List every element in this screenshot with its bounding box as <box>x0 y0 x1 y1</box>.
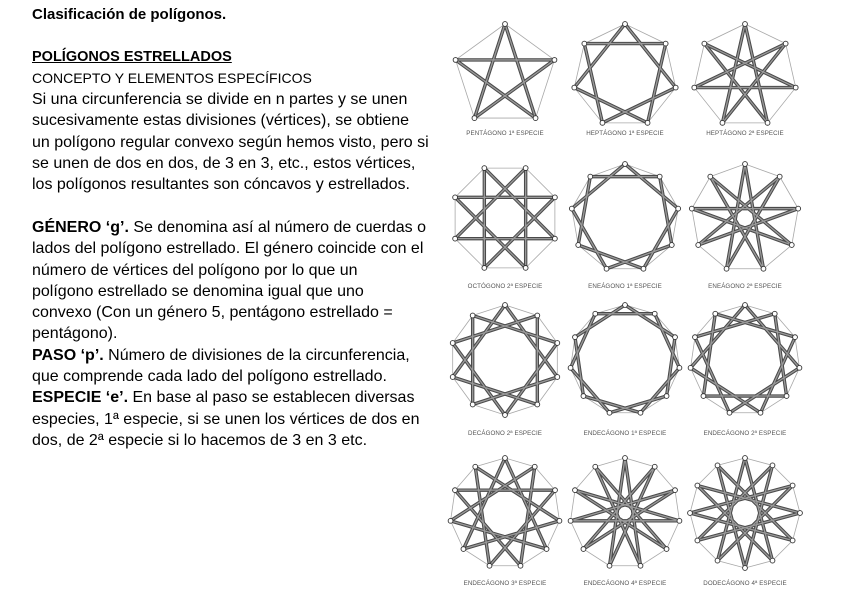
star-chords-highlight <box>456 24 555 118</box>
convex-polygon-outline <box>571 458 680 566</box>
vertex-dot <box>600 120 605 125</box>
vertex-dot <box>552 195 557 200</box>
genero-text: Se denomina así al número de cuerdas o <box>133 218 426 236</box>
intro-line: sucesivamente estas divisiones (vértices), se obtiene <box>32 112 410 130</box>
figure-label: DODECÁGONO 4ª ESPECIE <box>703 580 787 587</box>
vertex-dot <box>581 547 586 552</box>
vertex-dot <box>535 313 540 318</box>
figure-label: OCTÓGONO 2ª ESPECIE <box>467 283 543 290</box>
vertex-dot <box>770 558 775 563</box>
vertex-dot <box>576 243 581 248</box>
genero-paragraph-line <box>32 217 436 238</box>
vertex-dot <box>555 341 560 346</box>
vertex-dot <box>784 394 789 399</box>
vertex-dot <box>582 41 587 46</box>
vertex-dot <box>555 375 560 380</box>
vertex-dot <box>677 518 682 523</box>
section-subheading: CONCEPTO Y ELEMENTOS ESPECÍFICOS <box>32 69 312 86</box>
figure-label: PENTÁGONO 1ª ESPECIE <box>466 130 544 137</box>
star-chords <box>694 24 795 123</box>
vertex-dot <box>790 483 795 488</box>
vertex-dot <box>743 456 748 461</box>
vertex-dot <box>607 410 612 415</box>
figure-marks <box>453 166 558 271</box>
vertex-dot <box>568 518 573 523</box>
vertex-dot <box>663 41 668 46</box>
vertex-dot <box>557 518 562 523</box>
vertex-dot <box>673 335 678 340</box>
vertex-dot <box>503 22 508 27</box>
genero-paragraph-line: pentágono). <box>32 325 118 343</box>
genero-paragraph-line: lados del polígono estrellado. El género coincide con el <box>32 240 424 258</box>
star-chords-highlight <box>455 168 555 268</box>
especie-paragraph-line <box>32 387 436 408</box>
vertex-dot <box>552 58 557 63</box>
star-figure-hendecagon-1 <box>568 303 682 437</box>
star-figure-dodecagon-4 <box>688 456 803 587</box>
vertex-dot <box>607 563 612 568</box>
star-figure-octagon-2 <box>453 166 558 290</box>
star-chords-highlight <box>571 305 680 413</box>
genero-paragraph-line: convexo (Con un género 5, pentágono estrellado = <box>32 304 393 322</box>
vertex-dot <box>638 410 643 415</box>
blank-line <box>32 196 436 217</box>
figure-marks <box>572 22 678 126</box>
vertex-dot <box>482 166 487 171</box>
convex-polygon-outline <box>692 164 798 269</box>
vertex-dot <box>664 547 669 552</box>
vertex-dot <box>688 511 693 516</box>
vertex-dot <box>689 206 694 211</box>
vertex-dot <box>772 311 777 316</box>
vertex-dot <box>448 518 453 523</box>
vertex-dot <box>623 456 628 461</box>
star-figure-enneagon-2 <box>689 162 800 290</box>
vertex-dot <box>544 547 549 552</box>
vertex-dot <box>715 463 720 468</box>
text-column <box>32 4 436 451</box>
vertex-dot <box>715 558 720 563</box>
page-title: Clasificación de polígonos. <box>32 6 227 23</box>
vertex-dot <box>523 166 528 171</box>
figure-marks <box>569 162 680 272</box>
vertex-dot <box>693 335 698 340</box>
convex-polygon-outline <box>453 305 558 415</box>
paso-text: Número de divisiones de la circunferencia, <box>108 346 410 364</box>
figure-label: ENEÁGONO 1ª ESPECIE <box>588 283 662 290</box>
vertex-dot <box>793 85 798 90</box>
figure-marks <box>448 456 562 569</box>
vertex-dot <box>623 22 628 27</box>
vertex-dot <box>482 265 487 270</box>
star-figure-heptagon-1 <box>572 22 678 137</box>
vertex-dot <box>701 394 706 399</box>
star-chords-highlight <box>690 458 800 568</box>
vertex-dot <box>518 563 523 568</box>
star-polygon-grid <box>440 0 848 599</box>
vertex-dot <box>765 120 770 125</box>
vertex-dot <box>593 311 598 316</box>
figure-label: HEPTÁGONO 2ª ESPECIE <box>706 130 784 137</box>
vertex-dot <box>453 488 458 493</box>
convex-polygon-outline <box>455 168 555 268</box>
especie-term: ESPECIE ‘e’. <box>32 389 129 407</box>
figure-marks <box>568 456 682 569</box>
especie-paragraph-line: especies, 1ª especie, si se unen los vértices de dos en <box>32 410 420 428</box>
vertex-dot <box>623 162 628 167</box>
vertex-dot <box>573 488 578 493</box>
figure-label: ENEÁGONO 2ª ESPECIE <box>708 283 782 290</box>
vertex-dot <box>743 566 748 571</box>
vertex-dot <box>743 303 748 308</box>
vertex-dot <box>453 58 458 63</box>
figure-marks <box>568 303 682 416</box>
vertex-dot <box>533 116 538 121</box>
vertex-dot <box>688 365 693 370</box>
vertex-dot <box>676 206 681 211</box>
vertex-dot <box>652 311 657 316</box>
vertex-dot <box>523 265 528 270</box>
star-figure-heptagon-2 <box>692 22 798 137</box>
vertex-dot <box>641 266 646 271</box>
figure-marks <box>453 22 557 121</box>
vertex-dot <box>470 402 475 407</box>
section-heading: POLÍGONOS ESTRELLADOS <box>32 48 232 65</box>
star-chords <box>451 458 560 566</box>
star-figure-pentagon-1 <box>453 22 557 137</box>
vertex-dot <box>695 538 700 543</box>
vertex-dot <box>503 456 508 461</box>
blank-line <box>32 25 436 46</box>
figure-marks <box>450 303 559 418</box>
figure-label: ENDECÁGONO 1ª ESPECIE <box>583 430 667 437</box>
vertex-dot <box>470 313 475 318</box>
star-figure-hendecagon-2 <box>688 303 802 437</box>
vertex-dot <box>692 85 697 90</box>
vertex-dot <box>472 116 477 121</box>
vertex-dot <box>758 410 763 415</box>
figure-marks <box>692 22 798 126</box>
intro-line: los polígonos resultantes son cóncavos y estrellados. <box>32 176 410 194</box>
genero-paragraph-line: polígono estrellado se denomina igual que uno <box>32 282 364 300</box>
paso-term: PASO ‘p’. <box>32 346 104 364</box>
intro-line: un polígono regular convexo según hemos visto, pero si <box>32 133 429 151</box>
vertex-dot <box>796 206 801 211</box>
figure-label: DECÁGONO 2ª ESPECIE <box>468 430 542 437</box>
vertex-dot <box>798 511 803 516</box>
intro-line: Si una circunferencia se divide en n partes y se unen <box>32 91 408 109</box>
vertex-dot <box>673 488 678 493</box>
vertex-dot <box>461 547 466 552</box>
star-figure-hendecagon-4 <box>568 456 682 587</box>
star-figure-hendecagon-3 <box>448 456 562 587</box>
figure-marks <box>688 456 803 571</box>
vertex-dot <box>568 365 573 370</box>
vertex-dot <box>783 41 788 46</box>
vertex-dot <box>573 335 578 340</box>
figure-marks <box>688 303 802 416</box>
star-chords <box>455 168 555 268</box>
especie-text: En base al paso se establecen diversas <box>132 389 415 407</box>
vertex-dot <box>503 303 508 308</box>
convex-polygon-outline <box>694 24 795 123</box>
vertex-dot <box>713 311 718 316</box>
vertex-dot <box>708 174 713 179</box>
vertex-dot <box>453 195 458 200</box>
vertex-dot <box>532 464 537 469</box>
vertex-dot <box>645 120 650 125</box>
vertex-dot <box>761 266 766 271</box>
vertex-dot <box>503 413 508 418</box>
vertex-dot <box>487 563 492 568</box>
figure-label: ENDECÁGONO 4ª ESPECIE <box>583 580 667 587</box>
figure-marks <box>689 162 800 272</box>
vertex-dot <box>727 410 732 415</box>
vertex-dot <box>572 85 577 90</box>
vertex-dot <box>604 266 609 271</box>
figure-label: ENDECÁGONO 2ª ESPECIE <box>703 430 787 437</box>
vertex-dot <box>473 464 478 469</box>
vertex-dot <box>793 335 798 340</box>
figure-label: HEPTÁGONO 1ª ESPECIE <box>586 130 664 137</box>
vertex-dot <box>789 243 794 248</box>
star-figure-decagon-2 <box>450 303 559 437</box>
vertex-dot <box>593 464 598 469</box>
vertex-dot <box>581 394 586 399</box>
figure-label: ENDECÁGONO 3ª ESPECIE <box>463 580 547 587</box>
vertex-dot <box>652 464 657 469</box>
vertex-dot <box>569 206 574 211</box>
especie-paragraph-line: dos, de 2ª especie si lo hacemos de 3 en 3 etc. <box>32 431 368 449</box>
vertex-dot <box>743 22 748 27</box>
intro-line: se unen de dos en dos, de 3 en 3, etc., estos vértices, <box>32 155 416 173</box>
star-chords <box>690 458 800 568</box>
genero-term: GÉNERO ‘g’. <box>32 218 129 236</box>
vertex-dot <box>777 174 782 179</box>
vertex-dot <box>743 162 748 167</box>
vertex-dot <box>623 303 628 308</box>
paso-paragraph-line <box>32 345 436 366</box>
vertex-dot <box>724 266 729 271</box>
star-chords-highlight <box>694 24 795 123</box>
vertex-dot <box>453 236 458 241</box>
paso-paragraph-line: que comprende cada lado del polígono estrellado. <box>32 368 387 386</box>
vertex-dot <box>695 483 700 488</box>
vertex-dot <box>720 120 725 125</box>
vertex-dot <box>588 174 593 179</box>
vertex-dot <box>673 85 678 90</box>
convex-polygon-outline <box>690 458 800 568</box>
star-figure-enneagon-1 <box>569 162 680 290</box>
vertex-dot <box>797 365 802 370</box>
vertex-dot <box>535 402 540 407</box>
star-chords-highlight <box>571 458 680 566</box>
vertex-dot <box>790 538 795 543</box>
vertex-dot <box>450 341 455 346</box>
star-chords <box>574 24 675 123</box>
vertex-dot <box>677 365 682 370</box>
vertex-dot <box>669 243 674 248</box>
vertex-dot <box>664 394 669 399</box>
vertex-dot <box>657 174 662 179</box>
vertex-dot <box>552 236 557 241</box>
genero-paragraph-line: número de vértices del polígono por lo que un <box>32 261 358 279</box>
vertex-dot <box>553 488 558 493</box>
convex-polygon-outline <box>572 164 678 269</box>
vertex-dot <box>638 563 643 568</box>
vertex-dot <box>696 243 701 248</box>
vertex-dot <box>450 375 455 380</box>
vertex-dot <box>770 463 775 468</box>
star-chords <box>571 458 680 566</box>
vertex-dot <box>702 41 707 46</box>
